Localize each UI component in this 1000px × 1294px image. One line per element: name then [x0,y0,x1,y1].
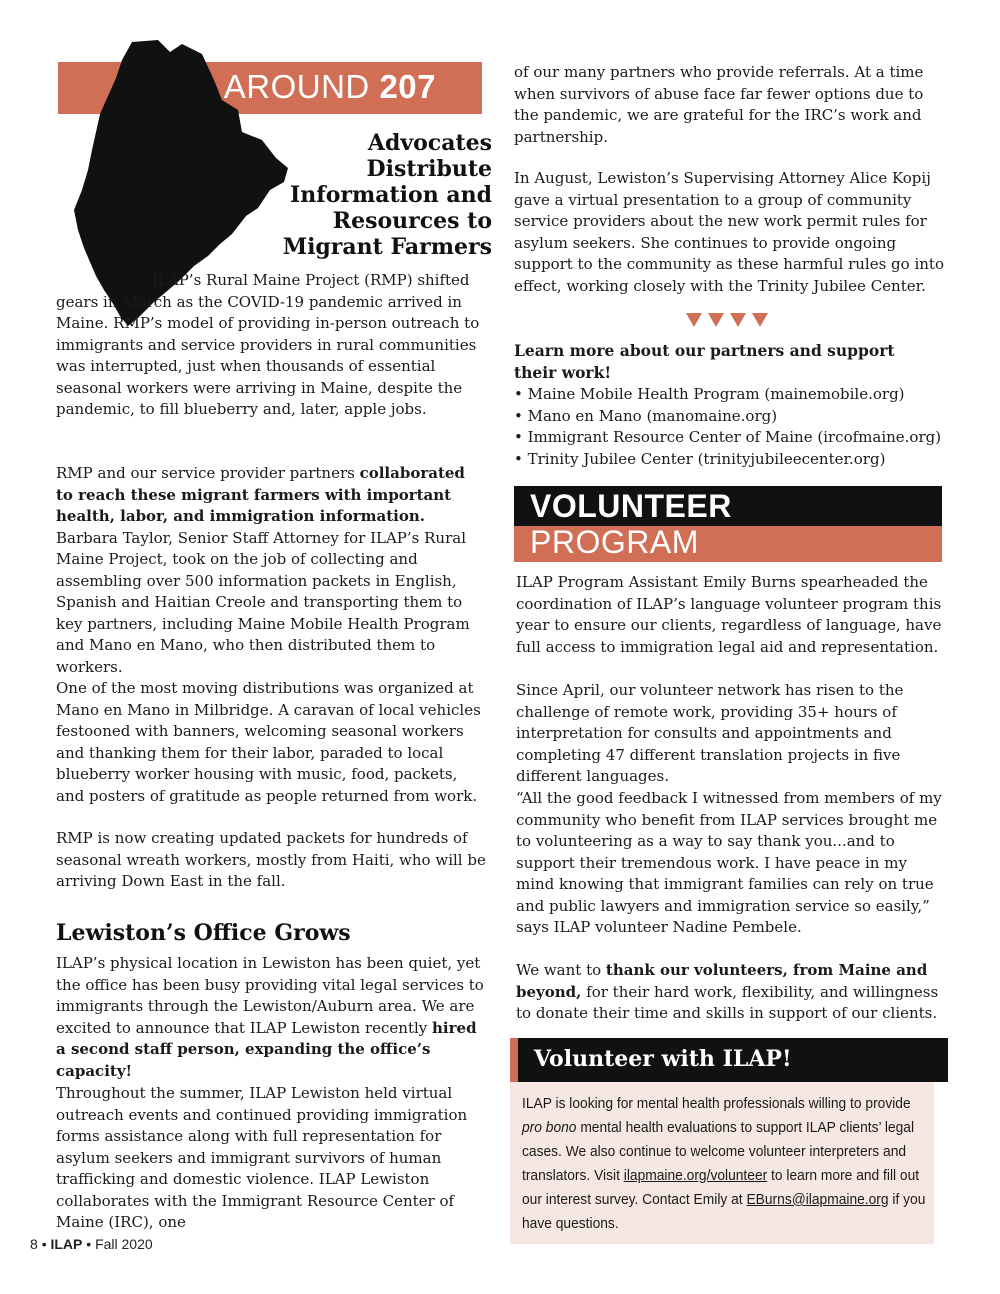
text-run: Barbara Taylor, Senior Staff Attorney for ILAP’s Rural Maine Project, took on the job of collecting and assembling over 500 information packets in English, Spanish and Haitian Creole and transporting them to key partners, including Maine Mobile Health Program and Mano en Mano, who then distributed them to workers. [56,528,470,676]
headline-line: Resources to [332,208,492,234]
volunteer-title-line2: PROGRAM [530,524,699,560]
partner-list [514,384,944,470]
paragraph-thank-volunteers [516,960,944,1025]
list-item: • Maine Mobile Health Program (mainemobile.org) [514,384,944,406]
volunteer-title-line1: VOLUNTEER [530,488,732,524]
headline-line: Information and [289,182,492,208]
lewiston-heading: Lewiston’s Office Grows [56,920,351,946]
learn-more-heading: Learn more about our partners and support their work! [514,341,895,382]
page-number: 8 [30,1236,38,1252]
paragraph-irc-partners: of our many partners who provide referrals. At a time when survivors of abuse face far fewer options due to the pandemic, we are grateful for the IRC’s work and partnership. [514,63,924,146]
paragraph-volunteer-network: Since April, our volunteer network has risen to the challenge of remote work, providing 35+ hours of interpretation for consults and appointments and completing 47 different translation projects in five different languages. [516,681,904,785]
list-item: • Trinity Jubilee Center (trinityjubileecenter.org) [514,449,944,471]
email-link[interactable]: EBurns@ilapmaine.org [746,1191,889,1208]
headline-line: Migrant Farmers [282,234,492,260]
title-number: 207 [379,68,436,105]
issue-label: Fall 2020 [95,1236,153,1252]
text-run-bold: collaborated to reach these migrant farmers with important health, labor, and immigration information. [56,464,465,525]
text-run: RMP and our service provider partners [56,464,360,482]
paragraph-lewiston-summer: Throughout the summer, ILAP Lewiston held virtual outreach events and continued providing immigration forms assistance along with full representation for asylum seekers and immigrant survivors of human trafficking and domestic violence. ILAP Lewiston collaborates with the Immigrant Resource Center of Maine (IRC), one [56,1084,468,1231]
text-run: ILAP is looking for mental health professionals willing to provide [522,1095,911,1112]
separator: • [41,1236,47,1252]
paragraph-emily-burns: ILAP Program Assistant Emily Burns spearheaded the coordination of ILAP’s language volunteer program this year to ensure our clients, regardless of language, have full access to immigration legal aid and representation. [516,573,942,656]
paragraph-rmp-partners [56,463,486,678]
article-headline [212,130,492,260]
text-run: mental health evaluations to support ILAP clients’ legal cases. We also continue to welcome volunteer interpreters and translators. Visit [522,1119,915,1184]
cta-text [522,1092,927,1236]
title-prefix: AROUND [223,68,370,105]
paragraph-lewiston-office [56,953,486,1082]
list-item: • Mano en Mano (manomaine.org) [514,406,944,428]
volunteer-link[interactable]: ilapmaine.org/volunteer [623,1167,768,1184]
cta-accent-bar [510,1038,518,1082]
paragraph-distributions: One of the most moving distributions was organized at Mano en Mano in Milbridge. A caravan of local vehicles festooned with banners, welcoming seasonal workers and thanking them for their labor, paraded to local blueberry worker housing with music, food, packets, and posters of gratitude as people returned from work. [56,679,481,805]
paragraph-volunteer-quote: “All the good feedback I witnessed from members of my community who benefit from ILAP services brought me to volunteering as a way to say thank you...and to support their tremendous work. I have peace in my mind knowing that immigrant families can rely on true and public lawyers and immigration service so easily,” says ILAP volunteer Nadine Pembele. [516,789,942,936]
headline-line: Distribute [366,156,492,182]
page-footer [30,1236,153,1252]
paragraph-rmp-intro: ILAP’s Rural Maine Project (RMP) shifted gears in March as the COVID-19 pandemic arrived in Maine. RMP’s model of providing in-person outreach to immigrants and service providers in rural communities was interrupted, just when thousands of essential seasonal workers were arriving in Maine, despite the pandemic, to fill blueberry and, later, apple jobs. [56,271,480,418]
text-run-bold: hired a second staff person, expanding the office’s capacity! [56,1018,477,1080]
text-run: for their hard work, flexibility, and willingness to donate their time and skills in support of our clients. [516,982,939,1022]
paragraph-work-permit: In August, Lewiston’s Supervising Attorney Alice Kopij gave a virtual presentation to a group of community service providers about the new work permit rules for asylum seekers. She continues to provide ongoing support to the community as these harmful rules go into effect, working closely with the Trinity Jubilee Center. [514,169,944,295]
text-run: to learn more and fill out our interest survey. Contact Emily at [522,1167,920,1208]
text-run-italic: pro bono [522,1119,577,1136]
cta-title: Volunteer with ILAP! [534,1046,792,1072]
text-run: if you have questions. [522,1191,926,1232]
volunteer-banner-bottom [514,526,942,562]
cta-header [518,1038,948,1082]
paragraph-wreath-workers: RMP is now creating updated packets for hundreds of seasonal wreath workers, mostly from Haiti, who will be arriving Down East in the fall. [56,829,486,890]
org-name: ILAP [50,1236,83,1252]
text-run: We want to [516,961,606,979]
headline-line: Advocates [367,130,492,156]
list-item: • Immigrant Resource Center of Maine (ircofmaine.org) [514,427,944,449]
separator: • [86,1236,92,1252]
text-run: ILAP’s physical location in Lewiston has been quiet, yet the office has been busy providing vital legal services to immigrants through the Lewiston/Auburn area. We are excited to announce that ILAP Lewiston recently [56,954,484,1037]
volunteer-banner-top [514,486,942,526]
triangle-divider-icon [686,313,768,329]
text-run-bold: thank our volunteers, from Maine and beyond, [516,961,928,1001]
